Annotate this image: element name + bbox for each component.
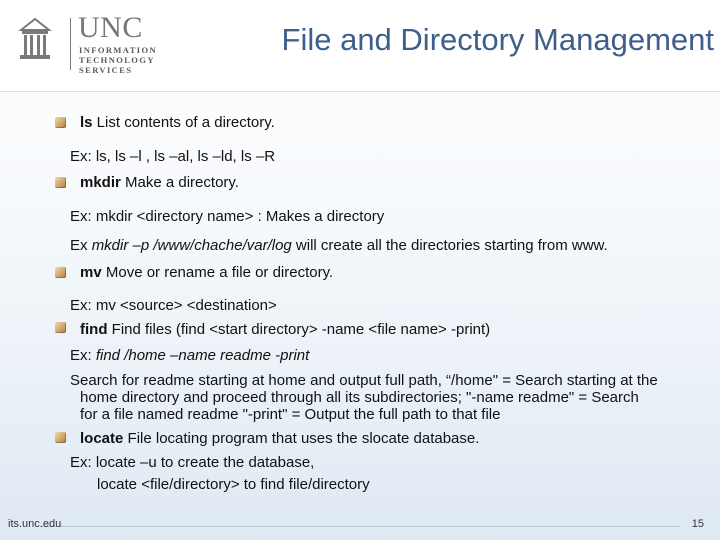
mkdir-example-2 — [70, 237, 608, 255]
locate-item — [80, 430, 479, 448]
find-item — [80, 321, 490, 339]
mkdir-example-1: Ex: mkdir <directory name> : Makes a directory — [70, 208, 385, 225]
mkdir-example-2-command: mkdir –p /www/chache/var/log — [91, 237, 292, 254]
logo-wordmark: UNC — [78, 11, 143, 44]
find-command: find — [80, 321, 108, 338]
mkdir-command: mkdir — [80, 174, 121, 191]
locate-command: locate — [80, 430, 124, 447]
mv-example: Ex: mv <source> <destination> — [70, 297, 277, 314]
footer-divider — [40, 526, 680, 527]
find-explanation-line3: for a file named readme "-print" = Output the full path to that file — [80, 406, 501, 423]
ls-item — [80, 114, 275, 132]
find-example-prefix: Ex: — [70, 347, 96, 364]
page-number: 15 — [691, 518, 704, 530]
ls-command: ls — [80, 114, 93, 131]
find-example-command: find /home –name readme -print — [95, 347, 310, 364]
slide-title: File and Directory Management — [281, 22, 714, 57]
locate-example-2: locate <file/directory> to find file/directory — [97, 476, 370, 493]
mkdir-example-2-prefix: Ex — [70, 237, 92, 254]
slide-header — [0, 0, 720, 92]
mkdir-example-2-suffix: will create all the directories starting from www. — [291, 237, 608, 254]
ls-description: List contents of a directory. — [92, 114, 275, 131]
logo-subtitle-line2: TECHNOLOGY SERVICES — [79, 55, 155, 75]
logo-subtitle-line1: INFORMATION — [79, 45, 158, 55]
mv-description: Move or rename a file or directory. — [101, 264, 334, 281]
unc-its-logo — [12, 11, 197, 75]
ls-example: Ex: ls, ls –l , ls –al, ls –ld, ls –R — [70, 148, 276, 165]
bullet-icon — [55, 322, 66, 333]
find-explanation-line2: home directory and proceed through all its subdirectories; "-name readme" = Search — [80, 389, 639, 406]
find-explanation-line1: Search for readme starting at home and output full path, “/home" = Search starting at the — [70, 372, 658, 389]
locate-example-1: Ex: locate –u to create the database, — [70, 454, 315, 471]
find-explanation — [70, 372, 710, 423]
locate-description: File locating program that uses the slocate database. — [123, 430, 480, 447]
bullet-icon — [55, 117, 66, 128]
find-example — [70, 347, 309, 365]
logo-subtitle — [79, 45, 197, 75]
find-description: Find files (find <start directory> -name <file name> -print) — [107, 321, 491, 338]
bullet-icon — [55, 177, 66, 188]
old-well-icon — [18, 16, 52, 62]
logo-divider — [70, 18, 71, 70]
footer-url: its.unc.edu — [8, 518, 62, 530]
mv-item — [80, 264, 333, 282]
mv-command: mv — [80, 264, 102, 281]
mkdir-item — [80, 174, 239, 192]
bullet-icon — [55, 267, 66, 278]
bullet-icon — [55, 432, 66, 443]
mkdir-description: Make a directory. — [120, 174, 239, 191]
